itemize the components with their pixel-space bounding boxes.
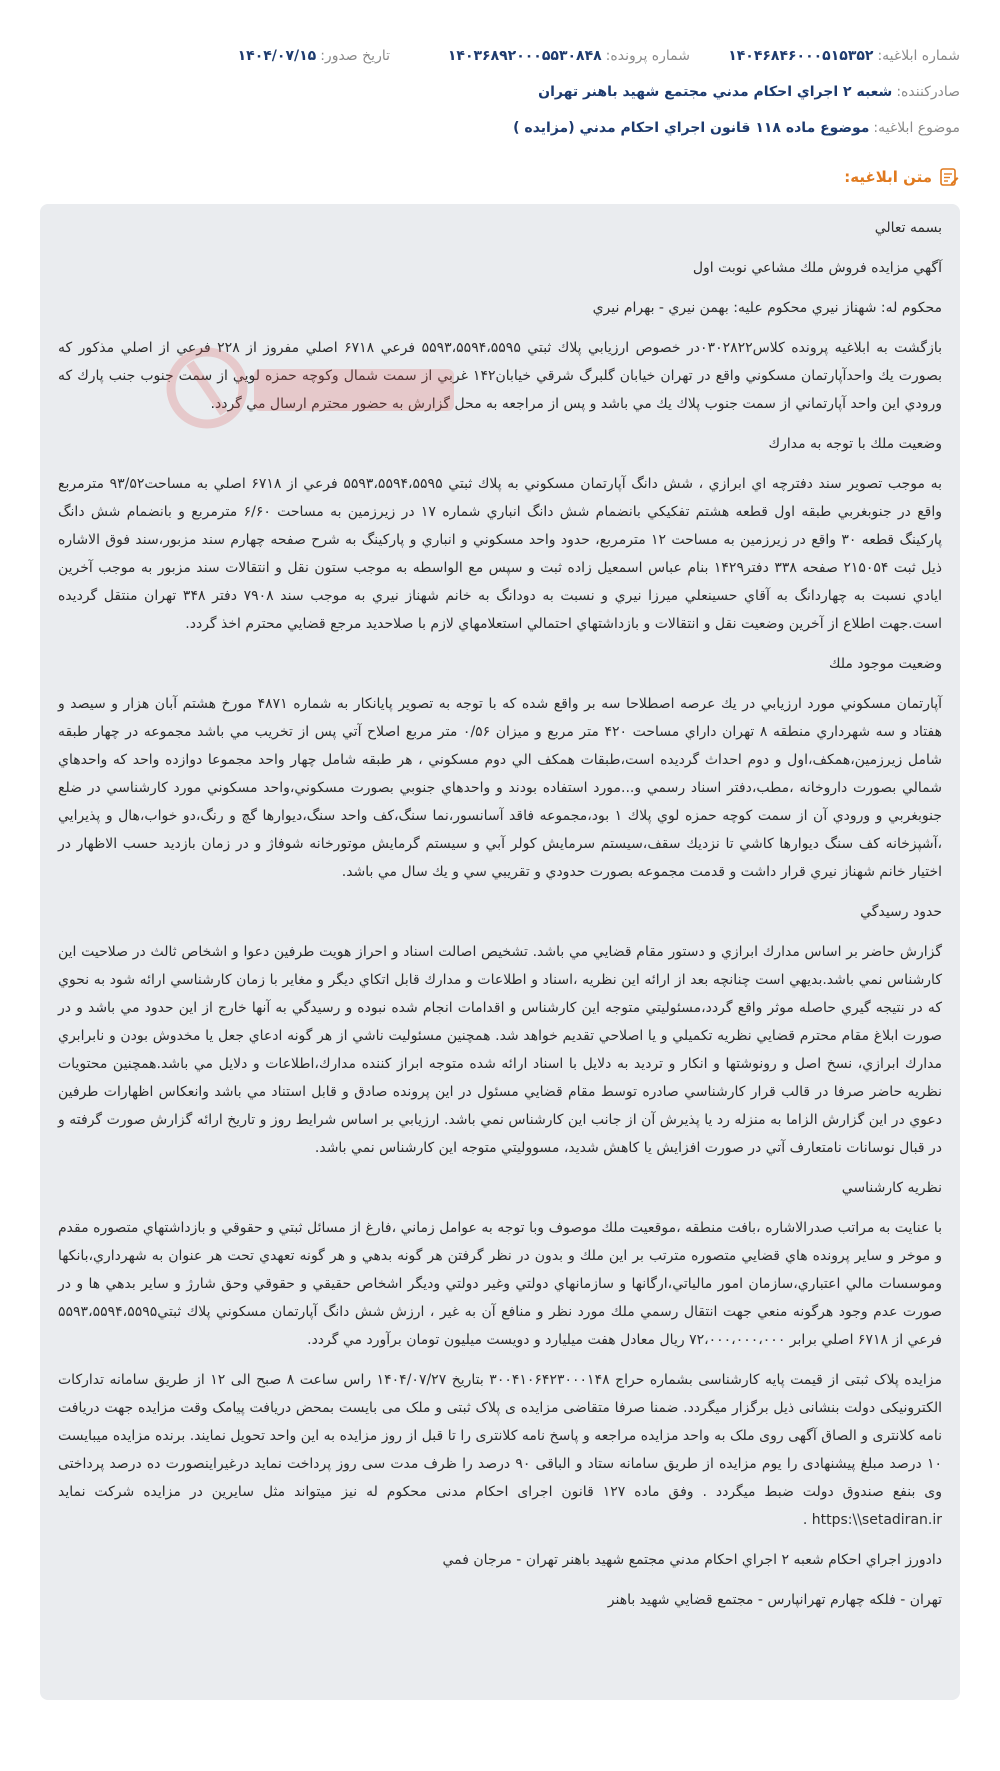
case-number-label: شماره پرونده: — [605, 48, 690, 64]
body-paragraph: مزايده پلاک ثبتی از قيمت پايه کارشناسی بشماره حراج ۳۰۰۴۱۰۶۴۲۳۰۰۰۱۴۸ بتاريخ ۱۴۰۴/۰۷/۲۷ راس ساعت ۸ صبح الی ۱۲ از طريق سامانه تدارکات الکترونيکی دولت بنشانی ذيل برگزار ميگردد. ضمنا صرفا متقاضی مزايده ی پلاک ثبتی و ملک می بايست بمحض دريافت پيامک وقت مزايده جهت دريافت نامه کلانتری و الصاق آگهی روی ملک به واحد مزايده مراجعه و پاسخ نامه کلانتری را تا قبل از روز مزايده به اين واحد تحويل نمايند. برنده مزايده ميبايست ۱۰ درصد مبلغ پيشنهادی را يوم مزايده از طريق سامانه ستاد و الباقی ۹۰ درصد را ظرف مدت سی روز پرداخت نمايد درغيراينصورت ده درصد پرداختی وی بنفع صندوق دولت ضبط ميگردد . وفق ماده ۱۲۷ قانون اجرای احکام مدنی محکوم له نيز ميتواند مثل سايرين در مزايده شرکت نمايد https:\\setadiran.ir . — [58, 1372, 942, 1528]
body-paragraph: وضعيت ملك با توجه به مدارك — [768, 436, 942, 452]
body-paragraph: حدود رسيدگي — [860, 904, 942, 920]
body-paragraph: با عنايت به مراتب صدرالاشاره ،بافت منطقه ،موقعيت ملك موصوف وبا توجه به عوامل زماني ،فارغ از مسائل ثبتي و حقوقي و بازداشتهاي متصوره مقدم و موخر و ساير پرونده هاي قضايي متصوره مترتب بر اين ملك و بدون در نظر گرفتن هر گونه بدهي و هر گونه تعهدي تحت هر عنوان به شهرداري،بانكها وموسسات مالي اعتباري،سازمان امور مالياتي،ارگانها و سازمانهاي دولتي وغير دولتي وديگر اشخاص حقيقي و حقوقي وحق شارژ و ساير بدهي ها و در صورت عدم وجود هرگونه منعي جهت انتقال رسمي ملك مورد نظر و منافع آن به غير ، ارزش شش دانگ آپارتمان مسكوني پلاك ثبتي۵۵۹۳،۵۵۹۴،۵۵۹۵ فرعي از ۶۷۱۸ اصلي برابر ۷۲،۰۰۰،۰۰۰،۰۰۰ ريال معادل هفت ميليارد و دويست ميليون تومان برآورد مي گردد. — [58, 1220, 942, 1348]
subject-label: موضوع ابلاغيه: — [873, 120, 960, 136]
body-paragraph: نظريه كارشناسي — [841, 1180, 942, 1196]
notice-text-title: متن ابلاغيه: — [844, 168, 932, 186]
notice-number — [690, 48, 960, 64]
body-paragraph: آگهي مزايده فروش ملك مشاعي نوبت اول — [692, 260, 942, 276]
notice-number-label: شماره ابلاغيه: — [877, 48, 960, 64]
issue-date-value: ۱۴۰۴/۰۷/۱۵ — [237, 48, 317, 64]
issuer — [40, 74, 960, 110]
note-edit-icon — [938, 166, 960, 188]
issuer-value: شعبه ۲ اجراي احکام مدني مجتمع شهيد باهنر تهران — [538, 84, 893, 100]
body-paragraph: آپارتمان مسكوني مورد ارزيابي در يك عرصه اصطلاحا سه بر واقع شده كه با توجه به تصوير پايانكار به شماره ۴۸۷۱ مورخ هشتم آبان هزار و سيصد و هفتاد و سه شهرداري منطقه ۸ تهران داراي مساحت ۴۲۰ متر مربع و ميزان ۰/۵۶ متر مربع اصلاح آتي پس از تخريب مي باشد مجموعه در چهار طبقه شامل زيرزمين،همكف،اول و دوم احداث گرديده است،طبقات همكف الي دوم مسكوني ، هر طبقه شامل چهار واحد مجموعا دوازده واحد كه واحدهاي شمالي بصورت داروخانه ،مطب،دفتر اسناد رسمي و...مورد استفاده بودند و واحدهاي جنوبي بصورت مسكوني،واحد مسكوني مورد كارشناسي در ضلع جنوبغربي و ورودي آن از سمت كوچه حمزه لوي پلاك ۱ بود،مجموعه فاقد آسانسور،نما سنگ،كف واحد سنگ،ديوارها گچ و رنگ،دو خواب،هال و پذيرايي ،آشپزخانه كف سنگ ديوارها كاشي تا نزديك سقف،سيستم سرمايش كولر آبي و سيستم گرمايش موتورخانه شوفاژ و در زمان بازديد حسب الاظهار در اختيار خانم شهناز نيري قرار داشت و قدمت مجموعه بصورت حدودي و تقريبي سي و يك سال مي باشد. — [58, 696, 943, 880]
notice-number-value: ۱۴۰۴۶۸۴۶۰۰۰۵۱۵۳۵۲ — [728, 48, 874, 64]
notice-text-heading — [844, 166, 960, 188]
body-paragraph: بازگشت به ابلاغيه پرونده کلاس۰۳۰۲۸۲۲در خصوص ارزيابي پلاك ثبتي ۵۵۹۳،۵۵۹۴،۵۵۹۵ فرعي ۶۷۱۸ اصلي مفروز از ۲۲۸ فرعي از اصلي مذكور كه بصورت يك واحدآپارتمان مسكوني واقع در تهران خيابان گلبرگ شرقي خيابان۱۴۲ غربي از سمت شمال وكوچه حمزه لويي از سمت جنوب جنب پارك كه ورودي اين واحد آپارتماني از سمت جنوب پلاك يك مي باشد و پس از مراجعه به محل گزارش به حضور محترم ارسال مي گردد. — [58, 340, 942, 412]
header-row-ids — [40, 38, 960, 74]
notice-header — [40, 38, 960, 146]
case-number-value: ۱۴۰۳۶۸۹۲۰۰۰۵۵۳۰۸۴۸ — [447, 48, 602, 64]
body-paragraph: دادورز اجراي احكام شعبه ۲ اجراي احكام مدني مجتمع شهيد باهنر تهران - مرجان فمي — [442, 1552, 942, 1568]
subject — [40, 110, 960, 146]
issue-date — [238, 48, 390, 64]
case-number — [390, 48, 690, 64]
body-paragraph: تهران - فلكه چهارم تهرانپارس - مجتمع قضايي شهيد باهنر — [607, 1592, 942, 1608]
notice-text-box — [40, 204, 960, 1700]
body-paragraph: وضعيت موجود ملك — [828, 656, 942, 672]
body-paragraph: بسمه تعالي — [874, 220, 942, 236]
body-paragraph: به موجب تصوير سند دفترچه اي ابرازي ، شش دانگ آپارتمان مسكوني به پلاك ثبتي ۵۵۹۳،۵۵۹۴،۵۵۹۵ فرعي از ۶۷۱۸ اصلي به مساحت۹۳/۵۲ مترمربع واقع در جنوبغربي طبقه اول قطعه هشتم تفكيكي بانضمام شش دانگ انباري شماره ۱۷ در زيرزمين به مساحت ۶/۶۰ مترمربع و بانضمام شش دانگ پاركينگ قطعه ۳۰ واقع در زيرزمين به مساحت ۱۲ مترمربع، حدود واحد مسكوني و انباري و پاركينگ به شرح صفحه چهارم سند مزبور،سند فوق الاشاره ذيل ثبت ۲۱۵۰۵۴ صفحه ۳۳۸ دفتر۱۴۲۹ بنام عباس اسمعيل زاده ثبت و سپس مع الواسطه به موجب ستون نقل و انتقالات سند مزبور به موجب آخرين ايادي نسبت به چهاردانگ به آقاي حسينعلي ميرزا نيري و نسبت به دودانگ به خانم شهناز نيري به موجب سند ۷۹۰۸ دفتر ۳۴۸ تهران منتقل گرديده است.جهت اطلاع از آخرين وضعيت نقل و انتقالات و بازداشتهاي احتمالي استعلامهاي لازم با صلاحديد مرجع قضايي محترم اخذ گردد. — [58, 476, 943, 632]
issue-date-label: تاريخ صدور: — [320, 48, 390, 64]
body-paragraph: گزارش حاضر بر اساس مدارك ابرازي و دستور مقام قضايي مي باشد. تشخيص اصالت اسناد و احراز هويت طرفين دعوا و اشخاص ثالث در صلاحيت اين كارشناس نمي باشد.بديهي است چنانچه بعد از ارائه اين نظريه ،اسناد و اطلاعات و مدارك قابل اتكاي ديگر و مغاير با زمان كارشناسي ارائه شود به نحوي كه در نتيجه گيري حاصله موثر واقع گردد،مسئوليتي متوجه اين كارشناس و اقدامات انجام شده نبوده و رسيدگي به آنها خارج از اين حدود مي باشد و در صورت ابلاغ مقام محترم قضايي نظريه تكميلي و يا اصلاحي تقديم خواهد شد. همچنين مسئوليت ناشي از هر گونه ادعاي جعل يا مخدوش بودن و نابرابري مدارك ابرازي، نسخ اصل و رونوشتها و انكار و ترديد به دلايل با اسناد ارائه شده متوجه ابراز كننده مدارك،اطلاعات و دلايل مي باشد.همچنين محتويات نظريه حاضر صرفا در قالب قرار كارشناسي صادره توسط مقام قضايي مسئول در اين پرونده صادق و قابل استناد مي باشد وانعكاس اظهارات طرفين دعوي در اين گزارش الزاما به منزله رد يا پذيرش آن از جانب اين كارشناس نمي باشد. ارزيابي بر اساس شرايط روز و تاريخ ارائه گزارش صورت گرفته و در قبال نوسانات نامتعارف آتي در صورت افزايش يا كاهش شديد، مسووليتي متوجه اين كارشناس نمي باشد. — [58, 944, 942, 1156]
issuer-label: صادرکننده: — [896, 84, 960, 100]
subject-value: موضوع ماده ۱۱۸ قانون اجراي احكام مدني (مزايده ) — [513, 120, 870, 136]
body-paragraph: محكوم له: شهناز نيري محكوم عليه: بهمن نيري - بهرام نيري — [592, 300, 942, 316]
